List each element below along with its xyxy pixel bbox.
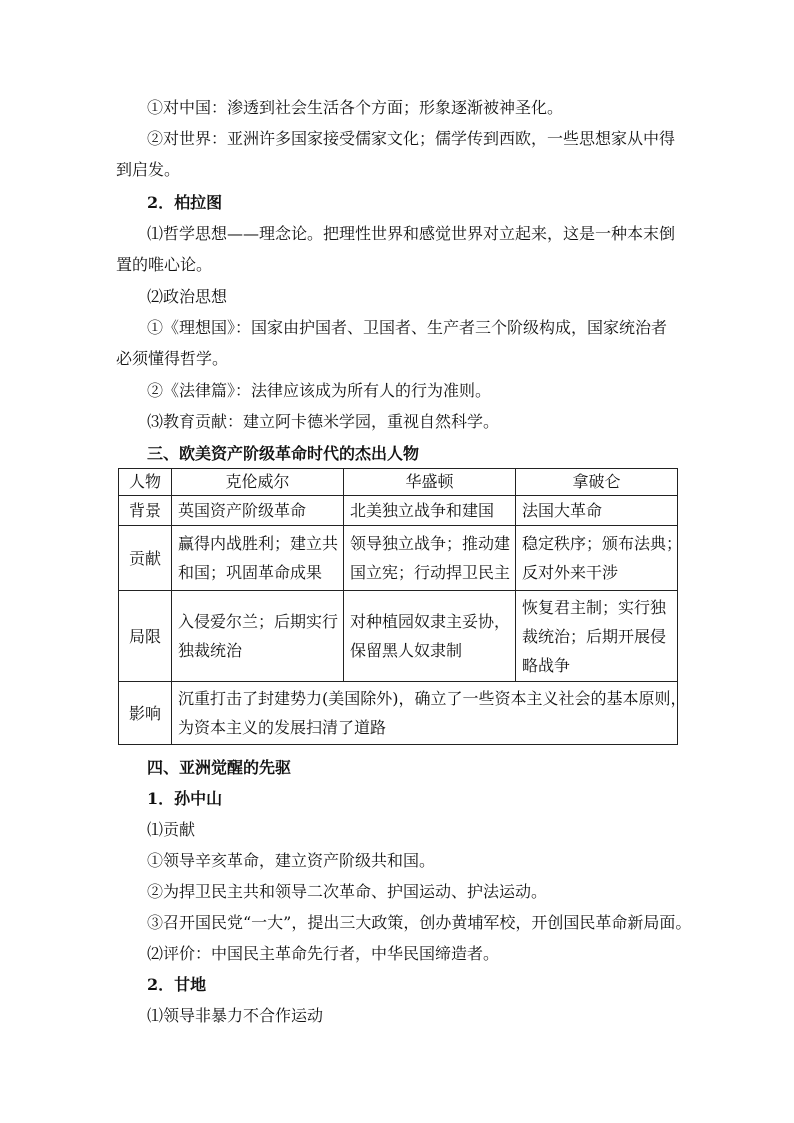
row-label: 影响 bbox=[119, 682, 172, 745]
section-heading-asia: 四、亚洲觉醒的先驱 bbox=[147, 758, 292, 777]
paragraph-contributions: ⑴贡献 bbox=[147, 820, 196, 839]
table-cell: 领导独立战争；推动建 国立宪；行动捍卫民主 bbox=[344, 526, 516, 591]
heading-sun-yat-sen: 1．孙中山 bbox=[147, 789, 223, 808]
table-header-cell: 拿破仑 bbox=[516, 469, 678, 496]
paragraph-xinhai: ①领导辛亥革命，建立资产阶级共和国。 bbox=[147, 851, 436, 870]
heading-plato: 2．柏拉图 bbox=[147, 193, 223, 212]
row-label: 背景 bbox=[119, 496, 172, 526]
table-row bbox=[119, 591, 678, 682]
paragraph-plato-philosophy: ⑴哲学思想——理念论。把理性世界和感觉世界对立起来，这是一种本末倒 bbox=[147, 224, 676, 243]
paragraph-non-violence: ⑴领导非暴力不合作运动 bbox=[147, 1006, 324, 1025]
section-heading-figures: 三、欧美资产阶级革命时代的杰出人物 bbox=[147, 444, 420, 463]
paragraph-confucius-world: ②对世界：亚洲许多国家接受儒家文化；儒学传到西欧，一些思想家从中得 bbox=[147, 129, 676, 148]
table-row bbox=[119, 496, 678, 526]
paragraph-second-revolution: ②为捍卫民主共和领导二次革命、护国运动、护法运动。 bbox=[147, 882, 548, 901]
row-label: 局限 bbox=[119, 591, 172, 682]
table-cell: 法国大革命 bbox=[516, 496, 678, 526]
table-cell: 恢复君主制；实行独 裁统治；后期开展侵 略战争 bbox=[516, 591, 678, 682]
table-cell: 北美独立战争和建国 bbox=[344, 496, 516, 526]
table-header-cell: 人物 bbox=[119, 469, 172, 496]
paragraph-evaluation: ⑵评价：中国民主革命先行者，中华民国缔造者。 bbox=[147, 944, 500, 963]
paragraph-confucius-china: ①对中国：渗透到社会生活各个方面；形象逐渐被神圣化。 bbox=[147, 98, 564, 117]
table-cell: 对种植园奴隶主妥协， 保留黑人奴隶制 bbox=[344, 591, 516, 682]
paragraph-confucius-world-cont: 到启发。 bbox=[116, 160, 181, 179]
table-cell: 赢得内战胜利；建立共 和国；巩固革命成果 bbox=[172, 526, 344, 591]
paragraph-plato-philosophy-cont: 置的唯心论。 bbox=[116, 255, 213, 274]
paragraph-plato-politics: ⑵政治思想 bbox=[147, 287, 228, 306]
heading-gandhi: 2．甘地 bbox=[147, 975, 207, 994]
table-cell: 入侵爱尔兰；后期实行 独裁统治 bbox=[172, 591, 344, 682]
table-header-cell: 华盛顿 bbox=[344, 469, 516, 496]
paragraph-first-congress: ③召开国民党“一大”，提出三大政策，创办黄埔军校，开创国民革命新局面。 bbox=[147, 913, 692, 932]
row-label: 贡献 bbox=[119, 526, 172, 591]
paragraph-republic-cont: 必须懂得哲学。 bbox=[116, 349, 229, 368]
table-row bbox=[119, 682, 678, 745]
table-cell: 英国资产阶级革命 bbox=[172, 496, 344, 526]
paragraph-laws: ②《法律篇》：法律应该成为所有人的行为准则。 bbox=[147, 381, 492, 400]
paragraph-republic: ①《理想国》：国家由护国者、卫国者、生产者三个阶级构成，国家统治者 bbox=[147, 318, 668, 337]
figures-table bbox=[118, 468, 687, 745]
paragraph-education: ⑶教育贡献：建立阿卡德米学园，重视自然科学。 bbox=[147, 412, 500, 431]
table-header-cell: 克伦威尔 bbox=[172, 469, 344, 496]
table-header-row bbox=[119, 469, 678, 496]
table-merged-cell: 沉重打击了封建势力(美国除外)，确立了一些资本主义社会的基本原则， 为资本主义的发展扫清了道路 bbox=[172, 682, 678, 745]
table-row bbox=[119, 526, 678, 591]
table-cell: 稳定秩序；颁布法典； 反对外来干涉 bbox=[516, 526, 678, 591]
